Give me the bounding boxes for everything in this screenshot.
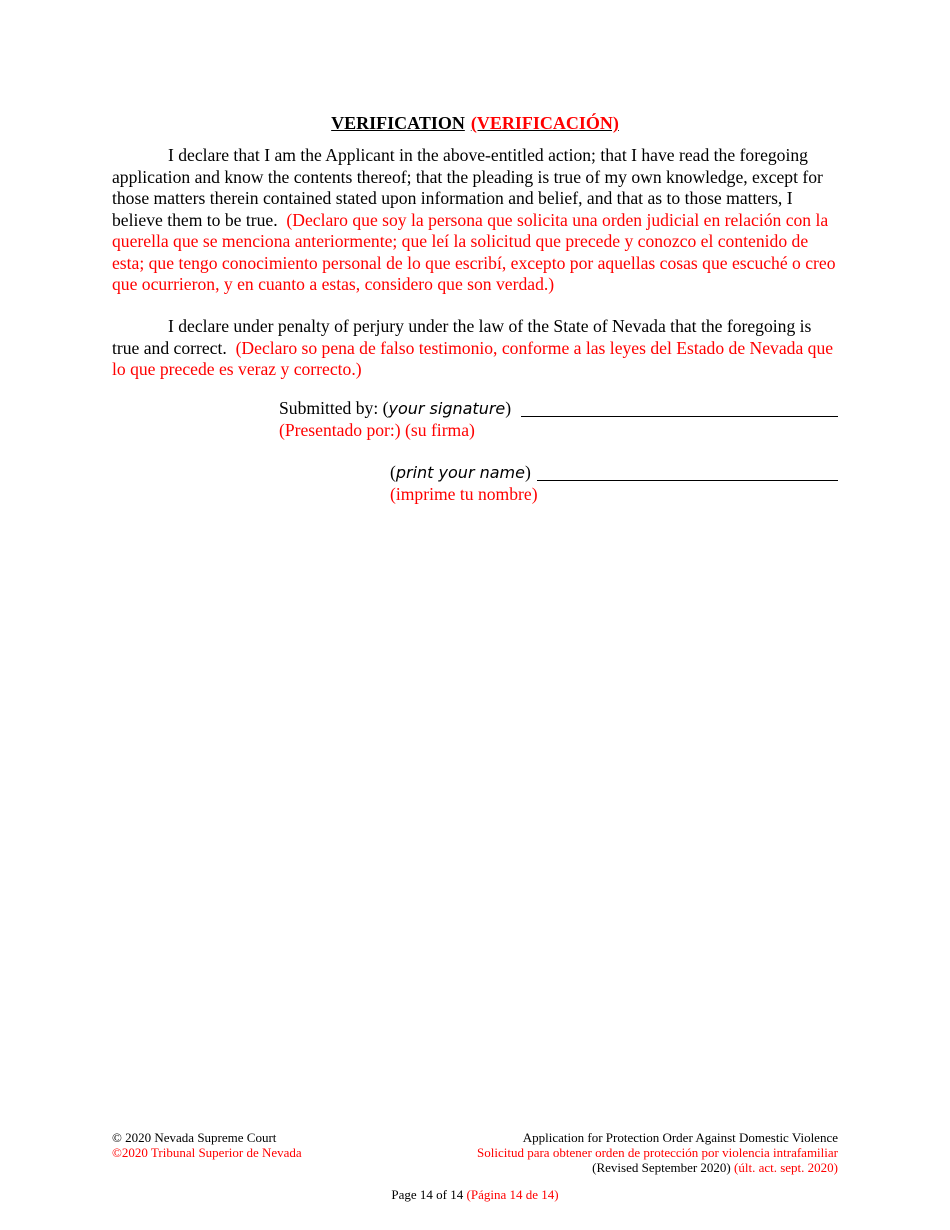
footer-copyright-english: © 2020 Nevada Supreme Court [112, 1130, 277, 1145]
print-name-hint: print your name [395, 463, 525, 482]
verification-paragraph-1 [112, 145, 842, 296]
footer-form-title [477, 1130, 838, 1175]
footer-revised: (Revised September 2020) (últ. act. sept. 2020) [592, 1160, 838, 1175]
print-name-label-spanish: (imprime tu nombre) [390, 484, 538, 504]
your-signature-hint: your signature [388, 399, 506, 418]
section-heading [0, 113, 950, 134]
paragraph2-spanish: (Declaro so pena de falso testimonio, conforme a las leyes del Estado de Nevada que lo que precede es veraz y correcto.) [112, 337, 834, 379]
footer-copyright-spanish: ©2020 Tribunal Superior de Nevada [112, 1145, 302, 1160]
heading-english: VERIFICATION [331, 113, 465, 133]
heading-spanish: (VERIFICACIÓN) [470, 113, 619, 133]
footer-form-title-spanish: Solicitud para obtener orden de protección por violencia intrafamiliar [477, 1145, 838, 1160]
signature-line[interactable] [521, 416, 838, 417]
footer-copyright [112, 1130, 302, 1160]
page-number: Page 14 of 14 (Página 14 de 14) [391, 1187, 559, 1202]
signature-label: Submitted by: (your signature) [279, 398, 512, 418]
signature-label-spanish: (Presentado por:) (su firma) [279, 420, 475, 440]
footer-form-title-english: Application for Protection Order Against Domestic Violence [522, 1130, 838, 1145]
paragraph1-spanish: (Declaro que soy la persona que solicita una orden judicial en relación con la querella que se menciona anteriormente; que leí la solicitud que precede y conozco el contenido de esta; que tengo conocimiento personal de lo que escribí, excepto por aquellas cosas que escuché o creo que ocurrieron, y en cuanto a estas, considero que son verdad.) [112, 209, 836, 294]
paragraph2-english: I declare under penalty of perjury under the law of the State of Nevada that the foregoing is true and correct. [112, 316, 812, 358]
print-name-label: (print your name) [390, 462, 531, 482]
paragraph1-english: I declare that I am the Applicant in the above-entitled action; that I have read the foregoing application and know the contents thereof; that the pleading is true of my own knowledge, except for those matters therein contained stated upon information and belief, and that as to those matters, I believe them to be true. [112, 145, 823, 230]
verification-paragraph-2 [112, 316, 842, 381]
print-name-line[interactable] [537, 480, 838, 481]
